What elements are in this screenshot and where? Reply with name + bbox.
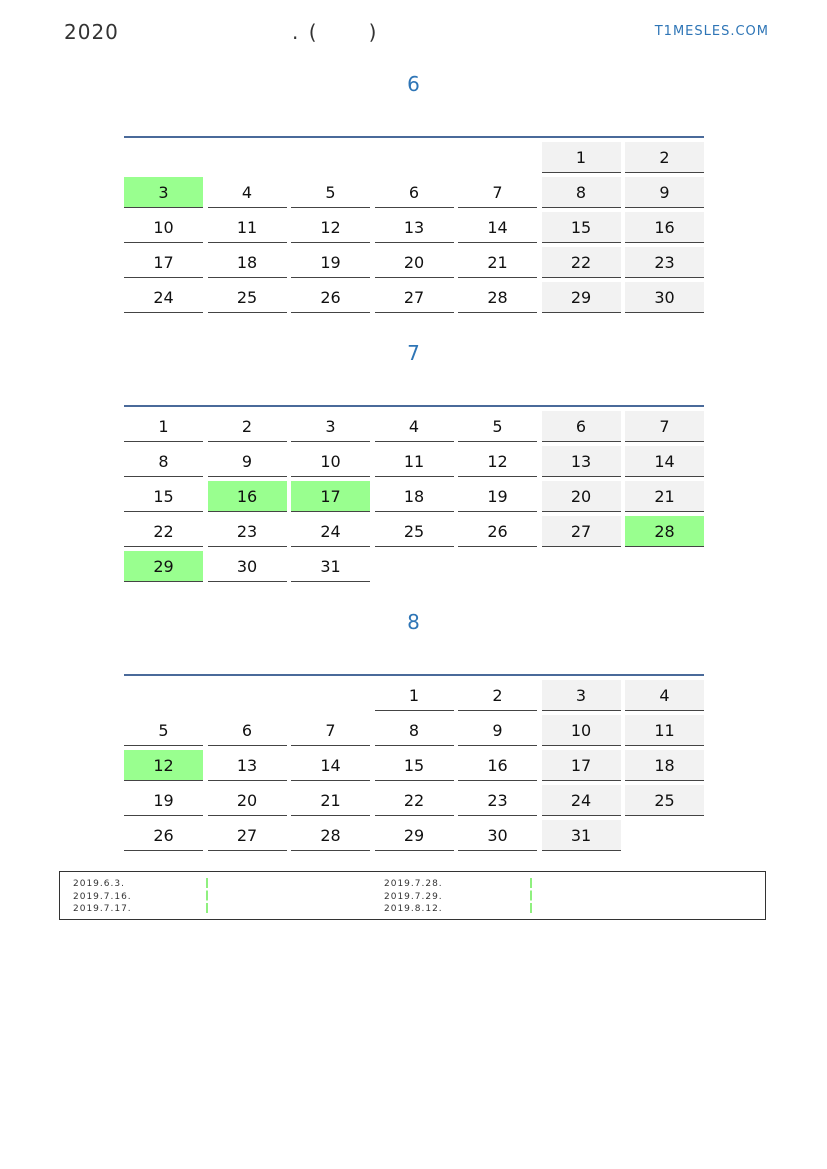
day-cell: 20: [375, 247, 454, 278]
empty-day-cell: [124, 680, 203, 711]
day-cell: 7: [625, 411, 704, 442]
day-cell: 27: [208, 820, 287, 851]
day-cell: 10: [542, 715, 621, 746]
day-cell: 24: [124, 282, 203, 313]
legend-item: 2019.7.28.: [384, 879, 443, 889]
day-cell: 3: [542, 680, 621, 711]
empty-day-cell: [124, 142, 203, 173]
day-cell: 27: [542, 516, 621, 547]
day-cell: 16: [458, 750, 537, 781]
day-cell: 15: [124, 481, 203, 512]
day-cell: 12: [124, 750, 203, 781]
day-cell: 26: [124, 820, 203, 851]
holiday-color-marker: [530, 878, 532, 915]
day-cell: 10: [124, 212, 203, 243]
day-cell: 6: [208, 715, 287, 746]
day-cell: 11: [375, 446, 454, 477]
day-cell: 15: [542, 212, 621, 243]
day-cell: 30: [625, 282, 704, 313]
day-cell: 23: [208, 516, 287, 547]
day-cell: 5: [458, 411, 537, 442]
day-cell: 16: [208, 481, 287, 512]
empty-day-cell: [542, 551, 621, 582]
day-cell: 14: [625, 446, 704, 477]
day-cell: 17: [291, 481, 370, 512]
day-cell: 16: [625, 212, 704, 243]
day-cell: 1: [124, 411, 203, 442]
day-cell: 21: [291, 785, 370, 816]
day-cell: 11: [208, 212, 287, 243]
day-cell: 9: [208, 446, 287, 477]
legend-item: 2019.6.3.: [73, 879, 125, 889]
day-cell: 8: [542, 177, 621, 208]
empty-day-cell: [208, 680, 287, 711]
empty-day-cell: [291, 142, 370, 173]
day-cell: 13: [208, 750, 287, 781]
legend-column-right: [384, 878, 443, 916]
day-cell: 15: [375, 750, 454, 781]
day-cell: 27: [375, 282, 454, 313]
legend-column-left: [73, 878, 132, 916]
day-cell: 24: [291, 516, 370, 547]
empty-day-cell: [625, 551, 704, 582]
day-cell: 29: [542, 282, 621, 313]
day-cell: 5: [124, 715, 203, 746]
empty-day-cell: [291, 680, 370, 711]
legend-item: 2019.7.17.: [73, 904, 132, 914]
day-cell: 6: [542, 411, 621, 442]
empty-day-cell: [625, 820, 704, 851]
day-cell: 4: [208, 177, 287, 208]
day-cell: 5: [291, 177, 370, 208]
page-subtitle: . ( ): [292, 20, 379, 44]
day-cell: 7: [458, 177, 537, 208]
month-rule: [124, 405, 704, 407]
day-cell: 3: [291, 411, 370, 442]
day-cell: 30: [458, 820, 537, 851]
day-cell: 10: [291, 446, 370, 477]
month-title-june: 6: [407, 72, 420, 96]
day-cell: 22: [124, 516, 203, 547]
day-cell: 19: [291, 247, 370, 278]
day-cell: 18: [208, 247, 287, 278]
day-cell: 13: [542, 446, 621, 477]
month-title-july: 7: [407, 341, 420, 365]
holiday-color-marker: [206, 878, 208, 915]
day-cell: 22: [542, 247, 621, 278]
day-cell: 8: [124, 446, 203, 477]
day-cell: 2: [208, 411, 287, 442]
day-cell: 18: [375, 481, 454, 512]
day-cell: 12: [458, 446, 537, 477]
day-cell: 20: [542, 481, 621, 512]
day-cell: 31: [291, 551, 370, 582]
month-rule: [124, 136, 704, 138]
legend-item: 2019.7.16.: [73, 891, 132, 902]
day-cell: 25: [625, 785, 704, 816]
day-cell: 2: [458, 680, 537, 711]
day-cell: 19: [124, 785, 203, 816]
day-cell: 1: [375, 680, 454, 711]
legend-item: 2019.7.29.: [384, 891, 443, 902]
month-title-august: 8: [407, 610, 420, 634]
day-cell: 6: [375, 177, 454, 208]
day-cell: 29: [375, 820, 454, 851]
day-cell: 2: [625, 142, 704, 173]
day-cell: 24: [542, 785, 621, 816]
day-cell: 28: [625, 516, 704, 547]
day-cell: 23: [458, 785, 537, 816]
day-cell: 26: [458, 516, 537, 547]
day-cell: 23: [625, 247, 704, 278]
day-cell: 13: [375, 212, 454, 243]
site-link[interactable]: T1MESLES.COM: [654, 24, 769, 39]
day-cell: 9: [458, 715, 537, 746]
day-cell: 7: [291, 715, 370, 746]
day-cell: 14: [458, 212, 537, 243]
day-cell: 17: [124, 247, 203, 278]
holiday-legend: [59, 871, 766, 920]
day-cell: 28: [458, 282, 537, 313]
day-cell: 28: [291, 820, 370, 851]
day-cell: 20: [208, 785, 287, 816]
month-july: [124, 405, 704, 582]
day-cell: 9: [625, 177, 704, 208]
day-cell: 17: [542, 750, 621, 781]
day-cell: 11: [625, 715, 704, 746]
year-title: 2020: [64, 20, 119, 44]
calendar-grid: [124, 680, 704, 851]
day-cell: 4: [625, 680, 704, 711]
day-cell: 21: [458, 247, 537, 278]
empty-day-cell: [208, 142, 287, 173]
day-cell: 4: [375, 411, 454, 442]
day-cell: 25: [375, 516, 454, 547]
day-cell: 8: [375, 715, 454, 746]
day-cell: 31: [542, 820, 621, 851]
day-cell: 30: [208, 551, 287, 582]
day-cell: 1: [542, 142, 621, 173]
calendar-grid: [124, 411, 704, 582]
day-cell: 26: [291, 282, 370, 313]
day-cell: 29: [124, 551, 203, 582]
day-cell: 18: [625, 750, 704, 781]
legend-item: 2019.8.12.: [384, 904, 443, 914]
day-cell: 3: [124, 177, 203, 208]
month-august: [124, 674, 704, 851]
day-cell: 21: [625, 481, 704, 512]
day-cell: 22: [375, 785, 454, 816]
day-cell: 14: [291, 750, 370, 781]
day-cell: 12: [291, 212, 370, 243]
empty-day-cell: [458, 142, 537, 173]
page-header: [64, 20, 769, 48]
empty-day-cell: [458, 551, 537, 582]
month-june: [124, 136, 704, 313]
month-rule: [124, 674, 704, 676]
empty-day-cell: [375, 142, 454, 173]
calendar-grid: [124, 142, 704, 313]
day-cell: 19: [458, 481, 537, 512]
day-cell: 25: [208, 282, 287, 313]
empty-day-cell: [375, 551, 454, 582]
